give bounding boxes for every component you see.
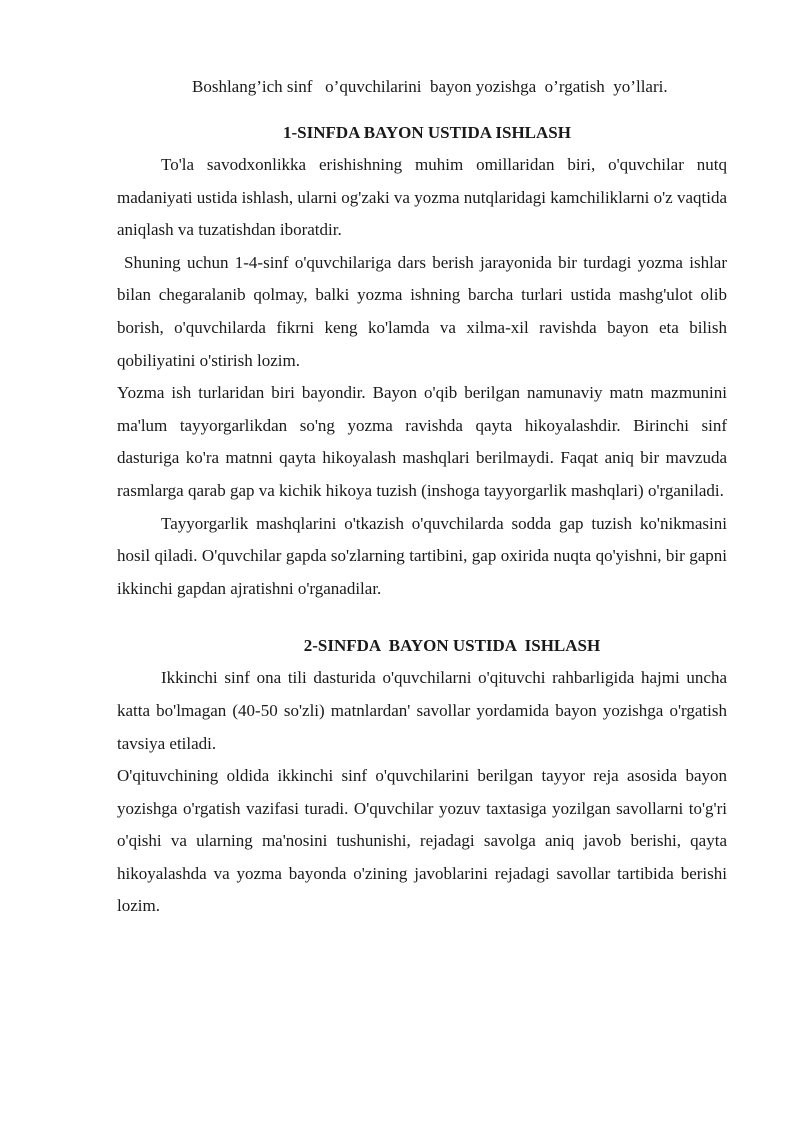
section-heading: 1-SINFDA BAYON USTIDA ISHLASH (283, 123, 571, 142)
paragraph: Ikkinchi sinf ona tili dasturida o'quvchilarni o'qituvchi rahbarligida hajmi uncha katta bo'lmagan (40-50 so'zli) matnlardan' savollar yordamida bayon yozishga o'rgatish tavsiya etiladi. (117, 668, 727, 753)
section-spacer (117, 605, 727, 635)
section-grade-1 (117, 122, 727, 605)
section-grade-2 (117, 635, 727, 923)
section-heading: 2-SINFDA BAYON USTIDA ISHLASH (303, 636, 601, 656)
document-title: Boshlang’ich sinf o’quvchilarini bayon yozishga o’rgatish yo’llari. (192, 77, 668, 96)
paragraph: Tayyorgarlik mashqlarini o'tkazish o'quvchilarda sodda gap tuzish ko'nikmasini hosil qiladi. O'quvchilar gapda so'zlarning tartibini, gap oxirida nuqta qo'yishni, bir gapni ikkinchi gapdan ajratishni o'rganadilar. (117, 513, 727, 598)
paragraph: Yozma ish turlaridan biri bayondir. Bayon o'qib berilgan namunaviy matn mazmunini ma'lum tayyorgarlikdan so'ng yozma ravishda qayta hikoyalashdir. Birinchi sinf dasturiga ko'ra matnni qayta hikoyalash mashqlari berilmaydi. Faqat aniq bir mavzuda rasmlarga qarab gap va kichik hikoya tuzish (inshoga tayyorgarlik mashqlari) o'rganiladi. (117, 383, 727, 500)
paragraph: O'qituvchining oldida ikkinchi sinf o'quvchilarini berilgan tayyor reja asosida bayon yozishga o'rgatish vazifasi turadi. O'quvchilar yozuv taxtasiga yozilgan savollarni to'g'ri o'qishi va ularning ma'nosini tushunishi, rejadagi savolga aniq javob berishi, qayta hikoyalashda va yozma bayonda o'zining javoblarini rejadagi savollar tartibida berishi lozim. (117, 766, 727, 916)
paragraph: To'la savodxonlikka erishishning muhim omillaridan biri, o'quvchilar nutq madaniyati ustida ishlash, ularni og'zaki va yozma nutqlaridagi kamchiliklarni o'z vaqtida aniqlash va tuzatishdan iboratdir. (117, 155, 727, 240)
paragraph: Shuning uchun 1-4-sinf o'quvchilariga dars berish jarayonida bir turdagi yozma ishlar bilan chegaralanib qolmay, balki yozma ishning barcha turlari ustida mashg'ulot olib borish, o'quvchilarda fikrni keng ko'lamda va xilma-xil ravishda bayon eta bilish qobiliyatini o'stirish lozim. (117, 252, 727, 370)
